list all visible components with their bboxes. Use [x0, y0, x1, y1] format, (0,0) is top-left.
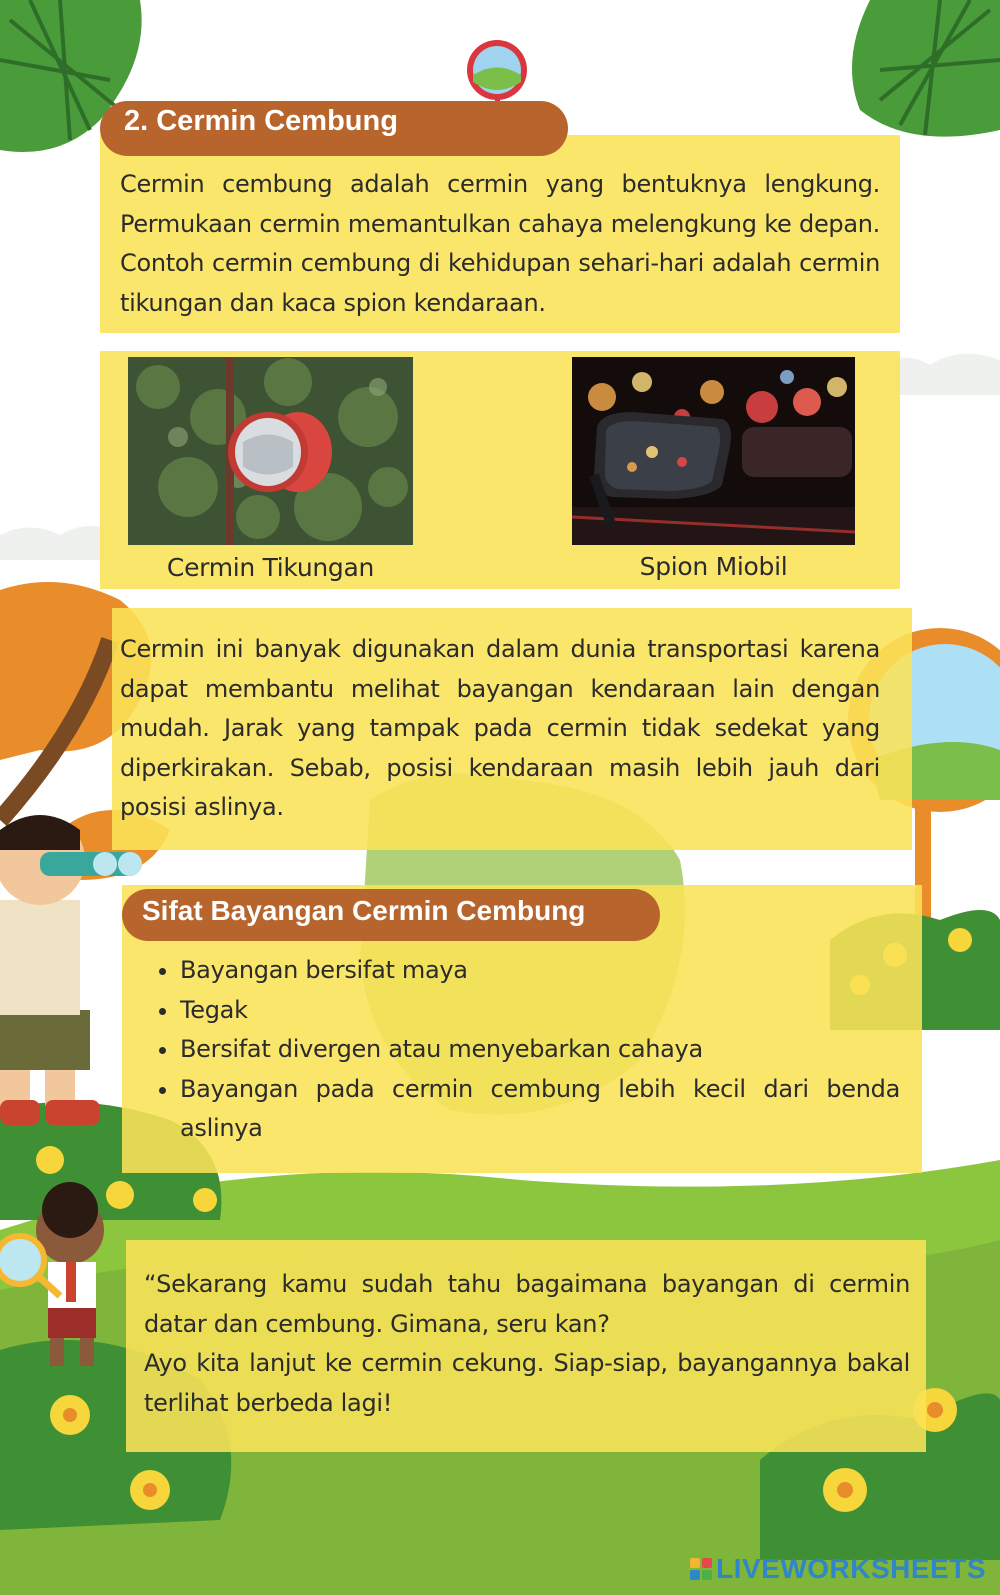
closing-panel	[126, 1240, 926, 1452]
car-mirror-caption: Spion Miobil	[639, 552, 788, 581]
closing-line-1: “Sekarang kamu sudah tahu bagaimana bayangan di cermin datar dan cembung. Gimana, seru kan?	[144, 1270, 910, 1338]
leaf-top-right-icon	[852, 0, 1000, 137]
car-side-mirror-photo	[572, 357, 855, 545]
liveworksheets-logo-icon	[690, 1558, 712, 1580]
intro-panel	[100, 135, 900, 333]
intro-text: Cermin cembung adalah cermin yang bentuknya lengkung. Permukaan cermin memantulkan cahaya melengkung ke depan. Contoh cermin cembung di kehidupan sehari-hari adalah cermin tikungan dan kaca spion kendaraan.	[120, 170, 880, 317]
road-mirror-photo	[128, 357, 413, 545]
properties-list	[122, 951, 900, 1149]
usage-panel	[112, 608, 912, 850]
list-item: • Bayangan bersifat maya	[180, 951, 900, 991]
list-item: • Bayangan pada cermin cembung lebih kecil dari benda aslinya	[180, 1070, 900, 1149]
road-mirror-caption: Cermin Tikungan	[166, 553, 375, 582]
list-item: • Tegak	[180, 991, 900, 1031]
properties-title: Sifat Bayangan Cermin Cembung	[122, 889, 660, 941]
logo-text: LIVEWORKSHEETS	[716, 1553, 986, 1584]
liveworksheets-logo	[690, 1553, 986, 1585]
closing-line-2: Ayo kita lanjut ke cermin cekung. Siap-siap, bayangannya bakal terlihat berbeda lagi!	[144, 1349, 910, 1417]
list-item: • Bersifat divergen atau menyebarkan cahaya	[180, 1030, 900, 1070]
usage-text: Cermin ini banyak digunakan dalam dunia transportasi karena dapat membantu melihat bayangan kendaraan lain dengan mudah. Jarak yang tampak pada cermin tidak sedekat yang diperkirakan. Sebab, posisi kendaraan masih lebih jauh dari posisi aslinya.	[120, 635, 880, 821]
section-title: 2. Cermin Cembung	[100, 101, 568, 156]
